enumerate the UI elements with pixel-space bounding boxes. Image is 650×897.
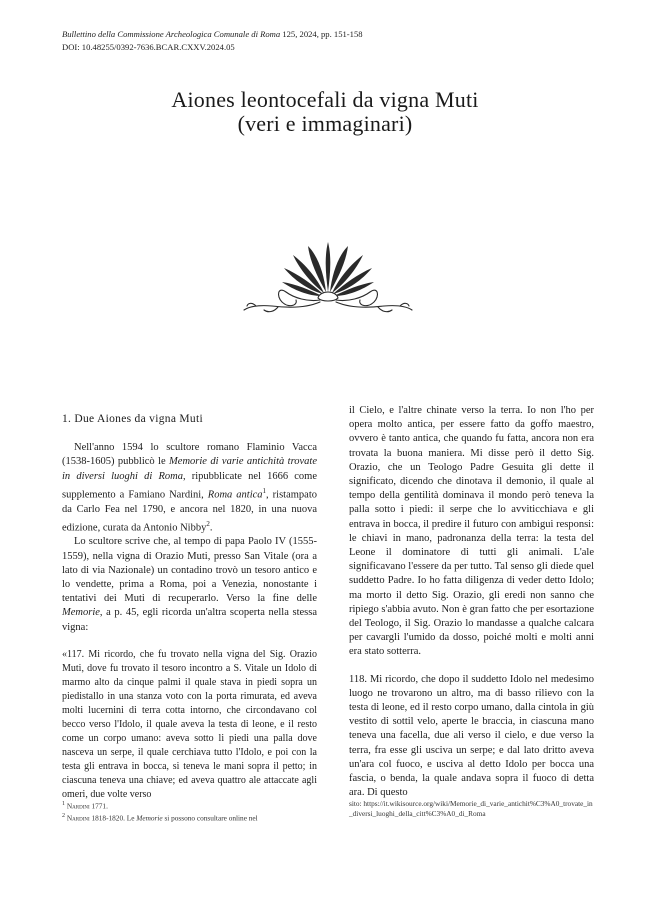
footnote-url[interactable]: sito: https://it.wikisource.org/wiki/Memorie_di_varie_antichit%C3%A0_trovate_in_diversi_luoghi_della_citt%C3%A0_di_Roma [349,799,593,818]
footnote-text: 1818-1820. Le [89,813,137,823]
footnote-number: 1 [62,801,66,807]
footnote-ref[interactable]: 1 [262,486,267,495]
text-run: , a p. 45, egli ricorda un'altra scoperta nella stessa vigna: [62,607,317,633]
left-column [62,412,317,802]
block-quote: «117. Mi ricordo, che fu trovato nella vigna del Sig. Orazio Muti, dove fu trovato il tesoro incontro a S. Vitale un Idolo di marmo alto da cinque palmi il quale stava in piedi sopra un piedistallo in una stanza voto con la porta rimurata, ed aveva molti lucernini di terra cotta intorno, che circondavano col becco verso l'Idolo, il quale aveva la testa di leone, e il resto come un corpo umano: aveva sotto li piedi una palla dove nasceva un serpe, il quale cerchiava tutto l'Idolo, e poi con la testa gli entrava in bocca, si teneva le mani sopra il petto; in ciascuna teneva una chiave; ed aveva quattro ale attaccate agli omeri, due volte verso [62,648,317,801]
title-line-2: (veri e immaginari) [237,111,413,136]
running-header [62,28,363,53]
footnote-author: Nardini [66,801,90,811]
journal-citation [62,28,363,41]
text-run: , ripubblicate nel 1666 come supplemento a Famiano Nardini, [62,470,317,501]
footnote [62,799,320,811]
footnote [62,811,320,823]
footnotes-left [62,799,320,824]
text-run: Nell'anno 1594 lo scultore romano Flaminio Vacca (1538-1605) pubblicò le [62,442,317,468]
footnote-author: Nardini [66,813,90,823]
italic-title: Memorie [62,607,100,619]
footnote-ref[interactable]: 2 [206,519,210,528]
italic-title: Memorie di varie antichità trovate in diversi luoghi di Roma [62,456,318,482]
footnote-text: si possono consultare online nel [162,813,258,823]
volume-pages: 125, 2024, pp. 151-158 [282,29,363,39]
title-line-1: Aiones leontocefali da vigna Muti [171,87,479,112]
footnote-number: 2 [62,813,66,820]
footnote-italic: Memorie [136,813,163,823]
italic-title: Roma antica [207,489,263,501]
body-paragraph [62,535,317,634]
section-heading: 1. Due Aiones da vigna Muti [62,413,203,425]
palmette-ornament-icon [238,236,418,318]
journal-name: Bullettino della Commissione Archeologica Comunale di Roma [62,29,281,39]
quote-paragraph: 118. Mi ricordo, che dopo il suddetto Idolo nel medesimo luogo ne trovarono un altro, ma di basso rilievo con la testa di leone, ed il resto corpo umano, dalla cintola in giù vestito di sottil velo, aperte le braccia, in ciascuna mano teneva una facella, due ali verso il cielo, e due verso la terra, fra esse gli usciva un serpe; e dal lato dritto aveva un'ara col fuoco, e usciva al detto Idolo per bocca una fascia, o benda, la quale andava sopra il fuoco di detta ara. Di questo [349,673,594,799]
footnote-text: 1771. [89,801,108,811]
body-paragraph [62,441,317,535]
text-run: . [209,522,213,534]
article-title [0,88,650,136]
quote-continuation: il Cielo, e l'altre chinate verso la terra. Io non l'ho per opera molto antica, per essere fatto da goffo maestro, ovvero è tanto antica, che quando fu fatta, ancora non era trovata la buona maniera. Mi disse però il detto Sig. Orazio, che un Teologo Padre Gesuita gli dette il significato, dicendo che dinotava il demonio, il quale al tempo della gentilità dominava il mondo però teneva la palla sotto i piedi: il serpe che lo avviticchiava e gli entrava in bocca, il predire il futuro con ambigui responsi: le chiavi in mano, padronanza della terra: la testa del Leone il dominatore di tutti gli animali. L'ale significavano l'essere da per tutto. Tal senso gli diede quel suddetto Padre. Io ho fatta diligenza di veder detto Idolo; ma morto il detto Sig. Orazio, gli eredi non sanno che ripiego s'abbia avuto. Non è gran fatto che per esortazione del Teologo, il Sig. Orazio lo mandasse a qualche calcara per cavargli l'umido da dosso, poiché molti e molti anni era stato sotterra. [349,405,594,658]
right-column [349,404,594,800]
text-run: , ristampato da Carlo Fea nel 1790, e ancora nel 1820, in una nuova edizione, curata da Antonio Nibby [62,489,317,534]
footnotes-right [349,799,594,819]
doi[interactable]: DOI: 10.48255/0392-7636.BCAR.CXXV.2024.05 [62,41,235,52]
text-run: Lo scultore scrive che, al tempo di papa Paolo IV (1555-1559), nella vigna di Orazio Muti, presso San Vitale (ora a lato di via Nazionale) un contadino trovò un tesoro antico e lo vendette, prima a Roma, poi a Venezia, nonostante i tentativi dei Muti di recuperarlo. Verso la fine delle [62,536,317,605]
